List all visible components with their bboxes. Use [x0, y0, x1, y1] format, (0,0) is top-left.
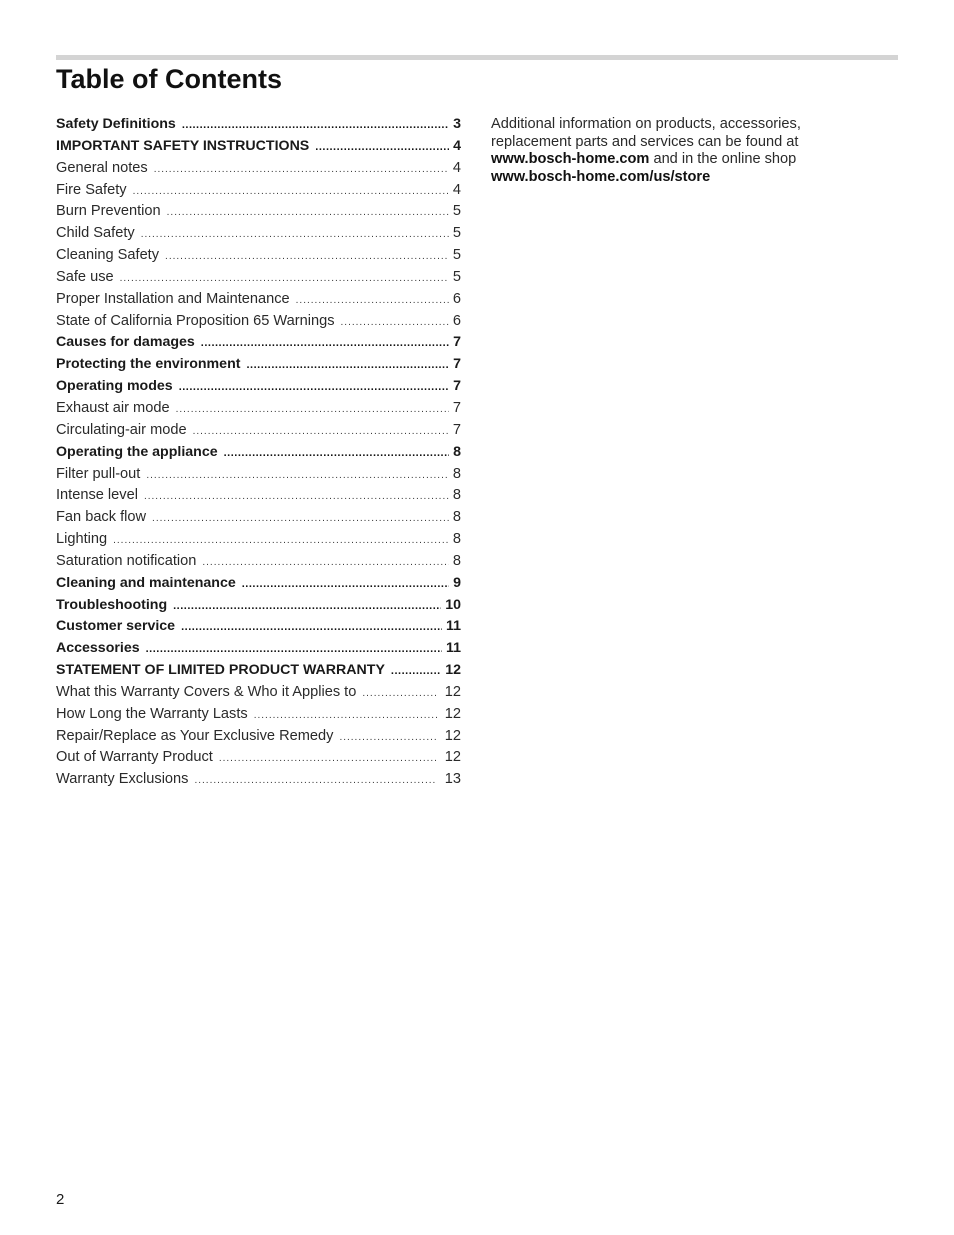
toc-leader-dots — [141, 224, 449, 245]
toc-leader-dots — [181, 617, 442, 638]
toc-entry-page: 12 — [444, 705, 461, 722]
toc-entry-label: Intense level — [56, 487, 138, 504]
toc-entry-page: 7 — [453, 378, 461, 395]
toc-entry-page: 7 — [453, 334, 461, 351]
toc-entry[interactable] — [56, 354, 461, 376]
toc-entry-page: 6 — [452, 312, 461, 329]
toc-entry-page: 3 — [453, 116, 461, 132]
toc-entry[interactable] — [56, 726, 461, 748]
info-text-intro: Additional information on products, accessories, replacement parts and services can be found at — [491, 116, 801, 150]
toc-entry-page: 8 — [452, 509, 461, 526]
toc-entry-page: 8 — [452, 531, 461, 548]
toc-entry[interactable] — [56, 245, 461, 267]
info-text-shop: and in the online shop — [653, 151, 797, 167]
toc-leader-dots — [193, 421, 449, 442]
toc-entry-label: Troubleshooting — [56, 596, 168, 613]
toc-leader-dots — [219, 748, 437, 769]
toc-leader-dots — [391, 661, 441, 682]
toc-entry[interactable] — [56, 332, 461, 354]
toc-leader-dots — [154, 159, 449, 180]
toc-entry-page: 12 — [444, 727, 461, 744]
toc-entry-page: 7 — [452, 399, 461, 416]
toc-leader-dots — [202, 552, 449, 573]
toc-leader-dots — [144, 486, 449, 507]
toc-entry-page: 7 — [453, 356, 461, 373]
toc-entry[interactable] — [56, 223, 461, 245]
toc-entry-page: 5 — [452, 247, 461, 264]
toc-entry[interactable] — [56, 267, 461, 289]
toc-leader-dots — [176, 399, 449, 420]
toc-entry-label: Filter pull-out — [56, 465, 141, 482]
toc-entry[interactable] — [56, 595, 461, 617]
toc-entry[interactable] — [56, 376, 461, 398]
toc-entry-label: Customer service — [56, 618, 176, 635]
toc-entry-page: 5 — [452, 268, 461, 285]
toc-entry[interactable] — [56, 420, 461, 442]
toc-entry-label: Circulating-air mode — [56, 421, 187, 438]
toc-entry[interactable] — [56, 180, 461, 202]
toc-leader-dots — [246, 355, 449, 376]
toc-leader-dots — [120, 268, 449, 289]
toc-entry[interactable] — [56, 616, 461, 638]
toc-entry-label: Repair/Replace as Your Exclusive Remedy — [56, 727, 334, 744]
toc-entry-page: 11 — [446, 640, 461, 657]
toc-entry-label: Safe use — [56, 268, 114, 285]
toc-entry[interactable] — [56, 573, 461, 595]
toc-entry-page: 9 — [453, 574, 461, 591]
toc-entry[interactable] — [56, 158, 461, 180]
online-shop-link[interactable]: www.bosch-home.com/us/store — [491, 168, 711, 185]
toc-entry-label: Operating the appliance — [56, 443, 218, 460]
toc-leader-dots — [254, 705, 437, 726]
toc-entry-label: Cleaning Safety — [56, 247, 160, 264]
toc-entry-label: Protecting the environment — [56, 356, 241, 373]
toc-entry-label: How Long the Warranty Lasts — [56, 705, 248, 722]
toc-leader-dots — [224, 443, 449, 464]
toc-leader-dots — [201, 333, 449, 354]
toc-entry-page: 12 — [445, 662, 461, 679]
toc-leader-dots — [173, 596, 441, 617]
toc-leader-dots — [152, 508, 449, 529]
toc-leader-dots — [182, 115, 449, 136]
toc-entry-label: Causes for damages — [56, 334, 195, 351]
toc-entry-label: Accessories — [56, 640, 140, 657]
toc-entry-label: Child Safety — [56, 225, 135, 242]
toc-entry-page: 5 — [452, 203, 461, 220]
toc-entry-label: Warranty Exclusions — [56, 771, 189, 788]
header-rule — [56, 55, 898, 60]
toc-entry[interactable] — [56, 529, 461, 551]
toc-entry-page: 8 — [452, 465, 461, 482]
toc-entry-label: Exhaust air mode — [56, 399, 170, 416]
toc-entry-page: 11 — [446, 618, 461, 635]
toc-leader-dots — [341, 312, 449, 333]
toc-entry-label: General notes — [56, 159, 148, 176]
toc-entry-page: 12 — [444, 683, 461, 700]
toc-entry-page: 13 — [444, 771, 461, 788]
toc-entry-label: STATEMENT OF LIMITED PRODUCT WARRANTY — [56, 662, 385, 679]
toc-leader-dots — [194, 770, 437, 791]
toc-entry[interactable] — [56, 769, 461, 791]
toc-leader-dots — [146, 639, 442, 660]
toc-leader-dots — [113, 530, 449, 551]
toc-entry-label: Fan back flow — [56, 509, 147, 526]
toc-leader-dots — [296, 290, 449, 311]
toc-entry-label: Fire Safety — [56, 181, 127, 198]
additional-information — [491, 116, 851, 186]
toc-entry[interactable] — [56, 201, 461, 223]
toc-leader-dots — [167, 202, 449, 223]
toc-entry[interactable] — [56, 442, 461, 464]
toc-entry[interactable] — [56, 136, 461, 158]
table-of-contents — [56, 114, 461, 791]
toc-entry-page: 4 — [452, 181, 461, 198]
toc-entry-label: Burn Prevention — [56, 203, 161, 220]
toc-leader-dots — [165, 246, 449, 267]
toc-entry-page: 10 — [445, 596, 461, 613]
toc-leader-dots — [242, 574, 449, 595]
toc-entry-label: Saturation notification — [56, 552, 197, 569]
toc-entry-page: 7 — [452, 421, 461, 438]
toc-entry-label: IMPORTANT SAFETY INSTRUCTIONS — [56, 137, 310, 154]
toc-entry-label: What this Warranty Covers & Who it Applies to — [56, 683, 357, 700]
bosch-home-link[interactable]: www.bosch-home.com — [491, 151, 650, 167]
toc-entry[interactable] — [56, 682, 461, 704]
toc-entry-label: Out of Warranty Product — [56, 749, 213, 766]
toc-entry[interactable] — [56, 289, 461, 311]
toc-entry-label: Safety Definitions — [56, 116, 176, 132]
toc-entry-label: State of California Proposition 65 Warnings — [56, 312, 335, 329]
toc-entry[interactable] — [56, 551, 461, 573]
toc-entry[interactable] — [56, 398, 461, 420]
toc-entry[interactable] — [56, 114, 461, 136]
toc-leader-dots — [133, 181, 449, 202]
toc-entry-page: 8 — [452, 487, 461, 504]
toc-entry[interactable] — [56, 660, 461, 682]
toc-entry[interactable] — [56, 747, 461, 769]
toc-entry-label: Cleaning and maintenance — [56, 574, 236, 591]
toc-entry-page: 6 — [452, 290, 461, 307]
toc-entry-page: 8 — [453, 443, 461, 460]
toc-entry-label: Operating modes — [56, 378, 173, 395]
toc-entry[interactable] — [56, 485, 461, 507]
toc-leader-dots — [179, 377, 449, 398]
toc-entry-page: 8 — [452, 552, 461, 569]
toc-entry-page: 5 — [452, 225, 461, 242]
toc-entry[interactable] — [56, 507, 461, 529]
toc-entry[interactable] — [56, 464, 461, 486]
toc-entry-label: Lighting — [56, 531, 108, 548]
page-number: 2 — [56, 1191, 65, 1208]
toc-entry-label: Proper Installation and Maintenance — [56, 290, 290, 307]
toc-entry[interactable] — [56, 638, 461, 660]
toc-leader-dots — [315, 137, 449, 158]
page-title: Table of Contents — [56, 64, 282, 94]
toc-entry-page: 12 — [444, 749, 461, 766]
toc-leader-dots — [146, 465, 449, 486]
toc-entry[interactable] — [56, 311, 461, 333]
toc-entry-page: 4 — [452, 159, 461, 176]
toc-leader-dots — [362, 683, 437, 704]
toc-entry-page: 4 — [453, 137, 461, 154]
toc-leader-dots — [339, 727, 437, 748]
toc-entry[interactable] — [56, 704, 461, 726]
